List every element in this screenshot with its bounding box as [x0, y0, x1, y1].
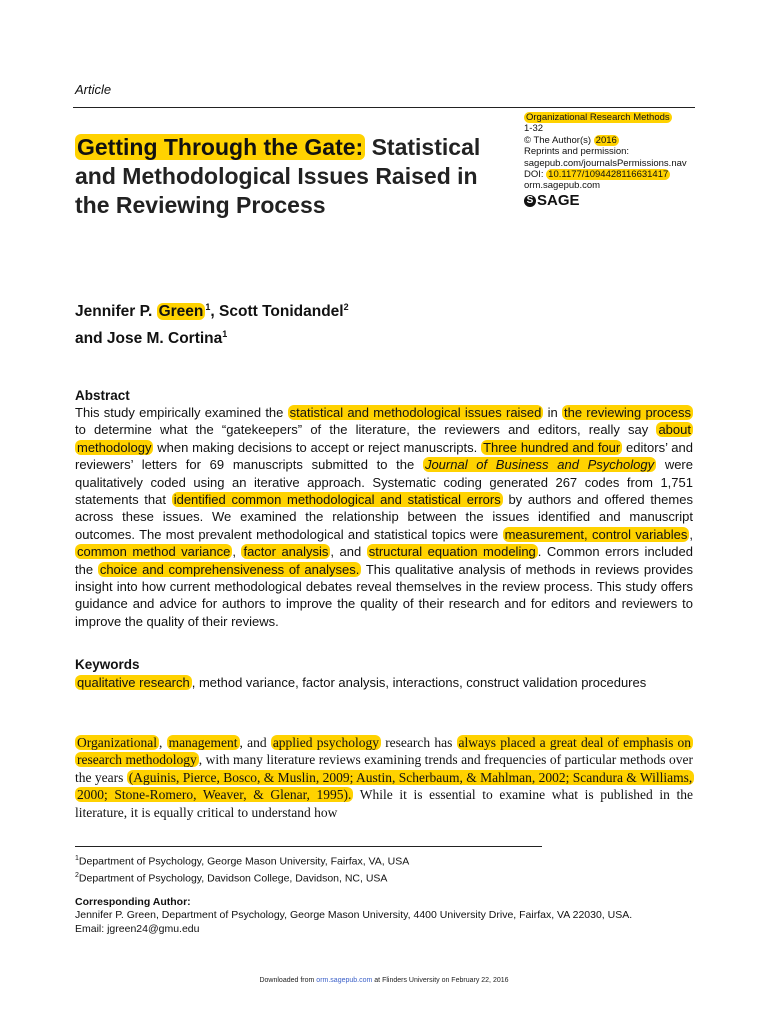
- abstract-span: , and: [330, 544, 362, 560]
- footnote-text: Department of Psychology, George Mason University, Fairfax, VA, USA: [78, 855, 410, 868]
- affiliation-marker: 1: [222, 329, 228, 340]
- abstract-span: This qualitative analysis of methods in reviews provides insight into how current methodological debates reveal themselves in the review process. This study offers guidance and advice for authors to improve the quality of their research and for editors and reviewers to improve the quality of their reviews.: [75, 561, 694, 629]
- body-span: While it is essential to examine what is published in the literature, it is equally critical to understand how: [75, 787, 693, 820]
- abstract-span: ,: [689, 526, 693, 542]
- header-rule: [73, 107, 695, 108]
- abstract-span: This study empirically examined the: [75, 405, 284, 420]
- citation-highlight[interactable]: (Aguinis, Pierce, Bosco, & Muslin, 2009; Austin, Scherbaum, & Mahlman, 2002; Scandura & Williams, 2000; Stone-Romero, Weaver, & Glenar, 1995).: [77, 769, 693, 803]
- abstract-highlight: Three hundred and four: [483, 439, 621, 455]
- body-span: , with many literature reviews examining trends and frequencies of particular methods over the years: [75, 752, 693, 785]
- keywords-list: [75, 675, 695, 690]
- abstract-span: ,: [232, 544, 236, 560]
- abstract-span: in: [547, 405, 558, 420]
- sage-logo-icon: S: [524, 195, 536, 207]
- download-link[interactable]: orm.sagepub.com: [316, 977, 373, 984]
- body-highlight: Organizational: [77, 735, 157, 750]
- article-title: [75, 133, 515, 220]
- abstract-text: [75, 404, 693, 630]
- abstract-span: to determine what the “gatekeepers” of the literature, the reviewers and editors, really say: [75, 422, 649, 438]
- article-type-label: Article: [75, 82, 112, 97]
- footnote-1: [75, 852, 715, 869]
- author-list: [75, 296, 349, 350]
- doi-link[interactable]: 10.1177/1094428116631417: [548, 169, 669, 181]
- corresponding-heading: Corresponding Author:: [75, 896, 191, 908]
- journal-info: [524, 112, 724, 210]
- download-suffix: at Flinders University on February 22, 2016: [374, 977, 509, 984]
- abstract-span: when making decisions to accept or reject manuscripts.: [157, 439, 478, 455]
- keywords-heading: Keywords: [75, 657, 140, 672]
- author-2: , Scott Tonidandel: [210, 303, 344, 321]
- abstract-highlight: common method variance: [77, 544, 231, 560]
- download-prefix: Downloaded from: [259, 977, 315, 984]
- doi-label: DOI:: [524, 169, 544, 181]
- abstract-highlight: identified common methodological and statistical errors: [173, 492, 501, 508]
- copyright: © The Author(s): [524, 134, 592, 146]
- reprints-label: Reprints and permission:: [524, 146, 630, 158]
- journal-name[interactable]: Organizational Research Methods: [526, 112, 670, 123]
- abstract-highlight: about methodology: [77, 422, 691, 455]
- download-notice: [0, 977, 768, 984]
- abstract-span: . Common errors included the: [75, 544, 693, 577]
- author-1-first: Jennifer P.: [75, 303, 153, 321]
- body-span: ,: [158, 735, 163, 750]
- abstract-span: editors’ and reviewers’ letters for 69 manuscripts submitted to the: [75, 439, 693, 473]
- abstract-span: by authors and offered themes across these issues. We examined the relationship between the issues identified and manuscript outcomes. The most prevalent methodological and statistical topics were: [75, 492, 693, 542]
- title-highlight: Getting Through the Gate:: [77, 134, 364, 160]
- title-rest: Statistical and Methodological Issues Raised in the Reviewing Process: [75, 134, 481, 218]
- footnote-marker: 1: [75, 855, 79, 862]
- body-paragraph: [75, 734, 693, 821]
- affiliation-marker: 2: [343, 302, 349, 312]
- keyword-highlight: qualitative research: [77, 675, 190, 690]
- permissions-link[interactable]: sagepub.com/journalsPermissions.nav: [524, 157, 687, 169]
- affiliation-marker: 1: [205, 302, 211, 312]
- abstract-highlight: measurement, control variables: [504, 526, 688, 542]
- author-1-last: Green: [158, 303, 204, 321]
- abstract-highlight: statistical and methodological issues raised: [289, 405, 542, 420]
- body-highlight: always placed a great deal of emphasis on research methodology: [77, 735, 692, 768]
- body-highlight: management: [168, 735, 238, 750]
- author-3: and Jose M. Cortina: [75, 330, 223, 348]
- body-span: research has: [385, 735, 453, 750]
- body-highlight: applied psychology: [272, 735, 379, 750]
- abstract-highlight: Journal of Business and Psychology: [424, 457, 655, 473]
- abstract-highlight: the reviewing process: [564, 405, 691, 420]
- abstract-highlight: factor analysis: [243, 544, 329, 560]
- journal-site-link[interactable]: orm.sagepub.com: [524, 180, 601, 192]
- body-span: , and: [239, 735, 267, 750]
- footnote-rule: [75, 846, 542, 847]
- sage-logo: [524, 192, 724, 210]
- footnotes: [75, 852, 715, 886]
- footnote-marker: 2: [75, 872, 79, 879]
- page-range: 1-32: [524, 123, 544, 135]
- copyright-year: 2016: [595, 134, 617, 146]
- corresponding-address: Jennifer P. Green, Department of Psychology, George Mason University, 4400 University Drive, Fairfax, VA 22030, USA.: [75, 909, 633, 922]
- footnote-2: [75, 869, 715, 886]
- footnote-text: Department of Psychology, Davidson College, Davidson, NC, USA: [78, 872, 388, 885]
- corresponding-author: [75, 896, 715, 936]
- keywords-rest: , method variance, factor analysis, interactions, construct validation procedures: [191, 675, 647, 690]
- abstract-span: were qualitatively coded using an iterative approach. Systematic coding generated 267 codes from 1,751 statements that: [75, 457, 693, 508]
- abstract-heading: Abstract: [75, 388, 130, 403]
- corresponding-email[interactable]: Email: jgreen24@gmu.edu: [75, 922, 200, 935]
- abstract-highlight: structural equation modeling: [368, 544, 536, 560]
- sage-logo-text: SAGE: [537, 192, 580, 210]
- abstract-highlight: choice and comprehensiveness of analyses.: [99, 561, 360, 577]
